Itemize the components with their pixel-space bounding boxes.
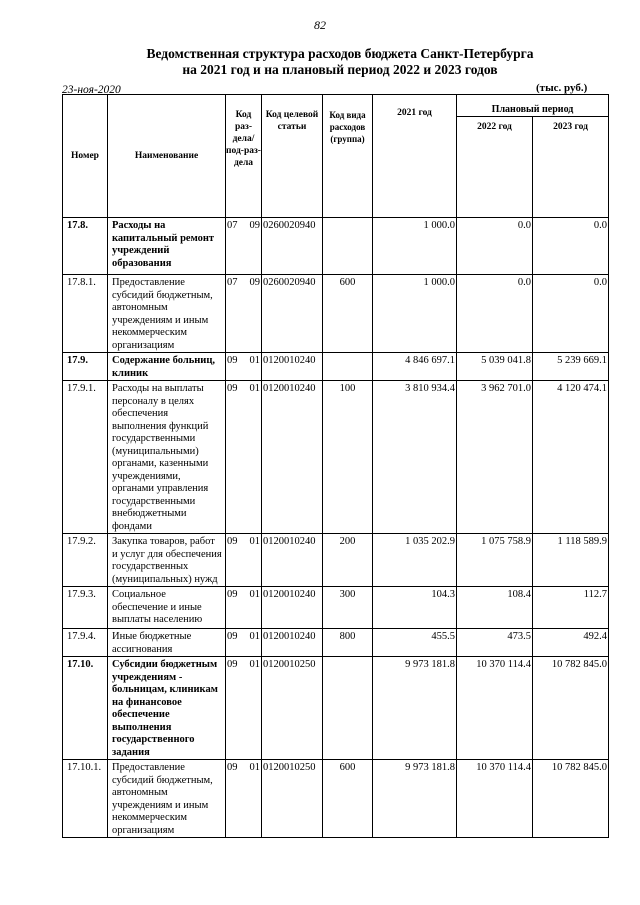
table-row: [63, 534, 609, 587]
row-expense-type-code: 600: [323, 760, 373, 838]
row-expense-type-code: 100: [323, 381, 373, 534]
row-expense-type-code: 600: [323, 275, 373, 353]
row-target-code: 0260020940: [262, 275, 323, 353]
row-section-code: [226, 353, 262, 381]
document-title: [100, 46, 580, 78]
row-name: Закупка товаров, работ и услуг для обеспечения государственных (муниципальных) нужд: [108, 534, 226, 587]
row-number: 17.9.: [63, 353, 108, 381]
page-number: 82: [314, 18, 326, 32]
row-expense-type-code: 800: [323, 629, 373, 657]
row-number: 17.8.1.: [63, 275, 108, 353]
row-section: 09: [227, 355, 238, 366]
row-section-code: [226, 629, 262, 657]
header-year-2022: 2022 год: [457, 117, 533, 218]
row-number: 17.9.1.: [63, 381, 108, 534]
row-expense-type-code: [323, 218, 373, 275]
row-expense-type-code: 300: [323, 587, 373, 629]
table-row: [63, 587, 609, 629]
table-row: [63, 353, 609, 381]
row-section-code: [226, 381, 262, 534]
row-name: Иные бюджетные ассигнования: [108, 629, 226, 657]
row-number: 17.9.2.: [63, 534, 108, 587]
row-value-2022: 10 370 114.4: [457, 760, 533, 838]
row-subsection: 09: [249, 277, 260, 288]
row-value-2022: 0.0: [457, 218, 533, 275]
row-section: 09: [227, 631, 238, 642]
document-date: 23-ноя-2020: [62, 84, 121, 96]
title-line-2: на 2021 год и на плановый период 2022 и 2023 годов: [182, 62, 498, 77]
row-name: Субсидии бюджетным учреждениям - больницам, клиникам на финансовое обеспечение выполнения государственного задания: [108, 657, 226, 760]
row-subsection: 01: [249, 762, 260, 773]
row-value-2022: 108.4: [457, 587, 533, 629]
header-year-2023: 2023 год: [533, 117, 609, 218]
header-target-code: Код целевой статьи: [262, 95, 323, 218]
table-row: [63, 760, 609, 838]
row-value-2023: 5 239 669.1: [533, 353, 609, 381]
header-year-2021: 2021 год: [373, 95, 457, 218]
table-row: [63, 218, 609, 275]
row-value-2022: 1 075 758.9: [457, 534, 533, 587]
table-body: [63, 218, 609, 838]
row-section-code: [226, 218, 262, 275]
row-value-2023: 10 782 845.0: [533, 760, 609, 838]
row-value-2023: 4 120 474.1: [533, 381, 609, 534]
row-number: 17.10.: [63, 657, 108, 760]
row-expense-type-code: 200: [323, 534, 373, 587]
row-value-2021: 1 000.0: [373, 218, 457, 275]
row-value-2023: 0.0: [533, 218, 609, 275]
row-target-code: 0120010240: [262, 629, 323, 657]
row-section-code: [226, 534, 262, 587]
row-subsection: 01: [249, 383, 260, 394]
row-section-code: [226, 587, 262, 629]
row-value-2022: 473.5: [457, 629, 533, 657]
row-value-2021: 1 035 202.9: [373, 534, 457, 587]
row-target-code: 0120010250: [262, 657, 323, 760]
row-section: 07: [227, 220, 238, 231]
header-name: Наименование: [108, 95, 226, 218]
row-subsection: 01: [249, 536, 260, 547]
row-name: Расходы на капитальный ремонт учреждений образования: [108, 218, 226, 275]
row-section: 09: [227, 762, 238, 773]
row-value-2023: 492.4: [533, 629, 609, 657]
row-number: 17.9.3.: [63, 587, 108, 629]
row-value-2021: 9 973 181.8: [373, 657, 457, 760]
table-row: [63, 275, 609, 353]
row-section: 09: [227, 536, 238, 547]
row-expense-type-code: [323, 657, 373, 760]
header-plan-period: Плановый период: [457, 95, 609, 117]
row-section: 09: [227, 383, 238, 394]
row-value-2021: 9 973 181.8: [373, 760, 457, 838]
row-value-2022: 5 039 041.8: [457, 353, 533, 381]
row-value-2022: 3 962 701.0: [457, 381, 533, 534]
row-number: 17.9.4.: [63, 629, 108, 657]
row-subsection: 01: [249, 659, 260, 670]
table-row: [63, 381, 609, 534]
row-value-2021: 3 810 934.4: [373, 381, 457, 534]
header-expense-type-code: Код вида расходов (группа): [323, 95, 373, 218]
row-number: 17.10.1.: [63, 760, 108, 838]
row-name: Предоставление субсидий бюджетным, автономным учреждениям и иным некоммерческим организациям: [108, 760, 226, 838]
row-target-code: 0120010240: [262, 534, 323, 587]
row-target-code: 0120010240: [262, 381, 323, 534]
row-number: 17.8.: [63, 218, 108, 275]
row-value-2021: 455.5: [373, 629, 457, 657]
row-value-2022: 0.0: [457, 275, 533, 353]
row-target-code: 0260020940: [262, 218, 323, 275]
row-name: Социальное обеспечение и иные выплаты населению: [108, 587, 226, 629]
title-line-1: Ведомственная структура расходов бюджета Санкт-Петербурга: [146, 46, 534, 61]
table-row: [63, 657, 609, 760]
row-value-2023: 112.7: [533, 587, 609, 629]
row-value-2022: 10 370 114.4: [457, 657, 533, 760]
budget-table: [62, 94, 609, 838]
row-target-code: 0120010240: [262, 353, 323, 381]
row-section: 07: [227, 277, 238, 288]
row-subsection: 09: [249, 220, 260, 231]
row-section: 09: [227, 659, 238, 670]
row-value-2023: 10 782 845.0: [533, 657, 609, 760]
row-subsection: 01: [249, 631, 260, 642]
row-section-code: [226, 657, 262, 760]
row-expense-type-code: [323, 353, 373, 381]
units-label: (тыс. руб.): [536, 82, 588, 94]
header-section-code: Код раз-дела/ под-раз-дела: [226, 95, 262, 218]
row-value-2023: 0.0: [533, 275, 609, 353]
row-section-code: [226, 275, 262, 353]
row-value-2023: 1 118 589.9: [533, 534, 609, 587]
row-value-2021: 4 846 697.1: [373, 353, 457, 381]
row-target-code: 0120010250: [262, 760, 323, 838]
row-section: 09: [227, 589, 238, 600]
row-section-code: [226, 760, 262, 838]
row-subsection: 01: [249, 355, 260, 366]
row-subsection: 01: [249, 589, 260, 600]
row-name: Содержание больниц, клиник: [108, 353, 226, 381]
row-value-2021: 104.3: [373, 587, 457, 629]
row-target-code: 0120010240: [262, 587, 323, 629]
header-number: Номер: [63, 95, 108, 218]
row-value-2021: 1 000.0: [373, 275, 457, 353]
row-name: Предоставление субсидий бюджетным, автономным учреждениям и иным некоммерческим организациям: [108, 275, 226, 353]
row-name: Расходы на выплаты персоналу в целях обеспечения выполнения функций государственными (муниципальными) органами, казенными учреждениями, органами управления государственными внебюджетными фондами: [108, 381, 226, 534]
table-row: [63, 629, 609, 657]
